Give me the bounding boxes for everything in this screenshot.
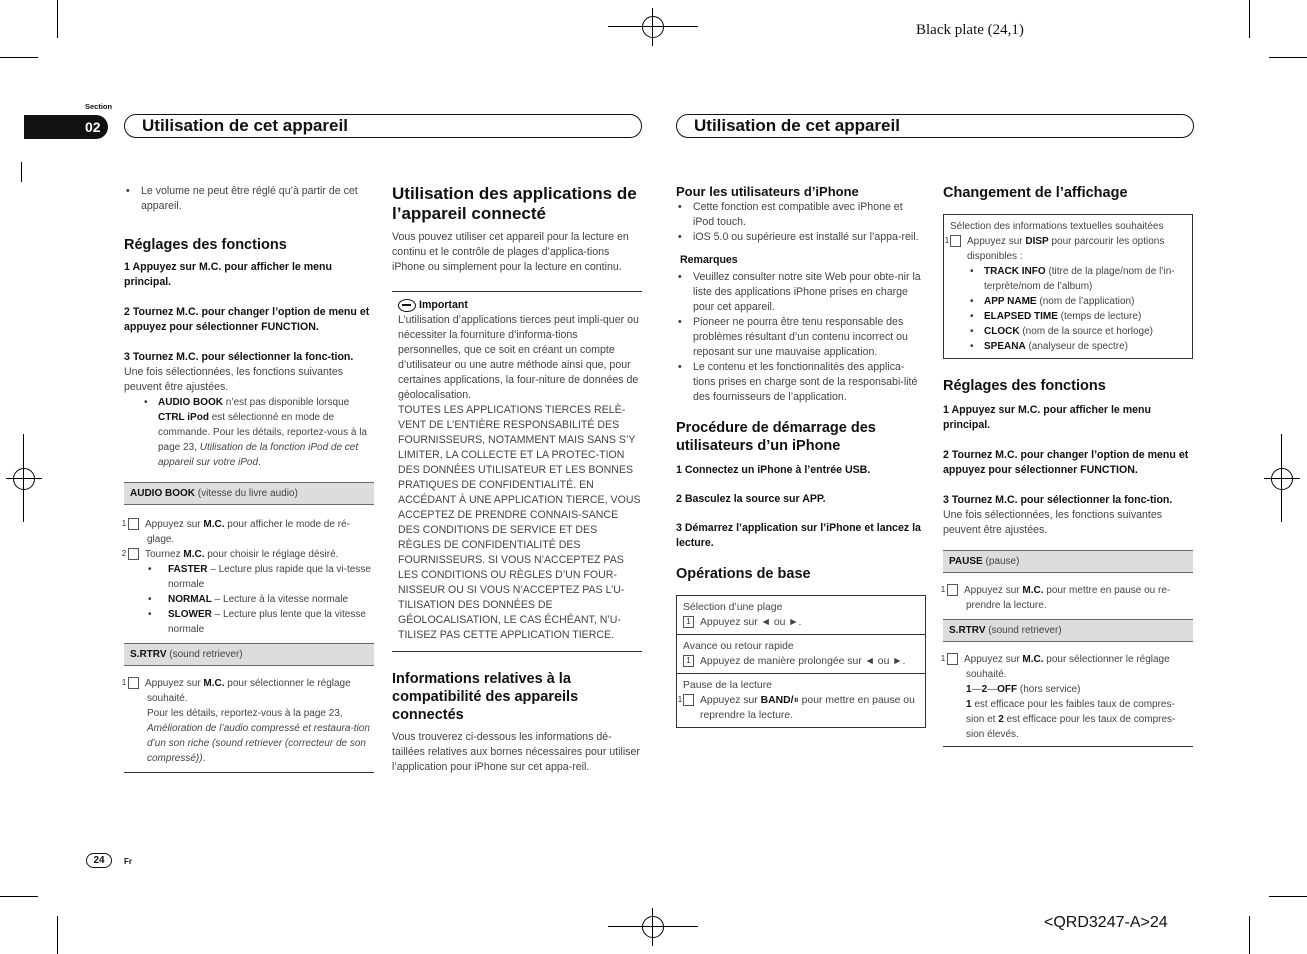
sub-bullet: • AUDIO BOOK n’est pas disponible lorsque CTRL iPod est sélectionné en mode de commande. Pour les détails, reportez-vous à la page 23, Utilisation de la fonction iPod de cet appareil sur votre iPod. xyxy=(124,395,374,470)
section-label: Section xyxy=(85,102,113,111)
bullet-item: • Cette fonction est compatible avec iPhone et iPod touch. xyxy=(676,200,926,230)
compat-text: Vous trouverez ci-dessous les informations dé-taillées relatives aux bornes nécessaires pour utiliser l’application pour iPhone sur cet appa-reil. xyxy=(392,731,640,773)
startup-heading: Procédure de démarrage des utilisateurs d’un iPhone xyxy=(676,420,876,454)
page-number-badge xyxy=(86,853,112,868)
page-header-left: Utilisation de cet appareil xyxy=(124,114,642,138)
crop-mark xyxy=(1269,57,1307,58)
srtrv-values: 1—2—OFF (hors service) xyxy=(966,684,1081,695)
step-3: 3 Tournez M.C. pour sélectionner la fonc-tion. xyxy=(943,494,1173,506)
settings-heading: Réglages des fonctions xyxy=(943,378,1106,394)
ab-step-1: 1 Appuyez sur M.C. pour afficher le mode de ré-glage. xyxy=(121,519,350,545)
step-2: 2 Tournez M.C. pour changer l’option de menu et appuyez pour sélectionner FUNCTION. xyxy=(124,306,370,333)
important-text: L’utilisation d’applications tierces peut impli-quer ou nécessiter la fourniture d’informa-tions personnelles, que ce soit en créant un compte d’utilisateur ou une autre méthode ainsi que, pour certaines applications, la four-niture de données de géolocalisation. xyxy=(398,314,639,401)
setting-band-srtrv: S.RTRV (sound retriever) xyxy=(943,619,1193,642)
important-caps: TOUTES LES APPLICATIONS TIERCES RELÈ-VENT DE L’ENTIÈRE RESPONSABILITÉ DES FOURNISSEURS, NOTAMMENT MAIS SANS S’Y LIMITER, LA COLLECTE ET LA PROTEC-TION DES DONNÉES UTILISATEUR ET LES BONNES PRATIQUES DE CONFIDENTIALITÉ. EN ACCÉDANT À UNE APPLICATION TIERCE, VOUS ACCEPTEZ DE PRENDRE CONNAIS-SANCE DES CONDITIONS DE SERVICE ET DES RÈGLES DE CONFIDENTIALITÉ DES FOURNISSEURS. SI VOUS N’ACCEPTEZ PAS LES CONDITIONS OU RÈGLES D’UN FOUR-NISSEUR OU SI VOUS N’ACCEPTEZ PAS L’U-TILISATION DES DONNÉES DE GÉOLOCALISATION, LE CAS ÉCHÉANT, N’U-TILISEZ PAS CETTE APPLICATION TIERCE. xyxy=(398,404,641,641)
iphone-users-heading: Pour les utilisateurs d’iPhone xyxy=(676,184,859,199)
step-1: 1 Appuyez sur M.C. pour afficher le menu principal. xyxy=(943,404,1151,431)
remark-item: • Pioneer ne pourra être tenu responsable des problèmes résultant d’un contenu incorrect ou reposant sur une mauvaise application. xyxy=(676,315,926,360)
column-1 xyxy=(121,184,374,773)
srtrv-step: 1 Appuyez sur M.C. pour sélectionner le réglage souhaité. xyxy=(121,678,351,704)
op-box-track: Sélection d’une plage 1 Appuyez sur ◄ ou ►. xyxy=(676,595,926,635)
startup-step-2: 2 Basculez la source sur APP. xyxy=(676,493,826,505)
pause-icon: ⏸ xyxy=(793,695,799,706)
step-2: 2 Tournez M.C. pour changer l’option de menu et appuyez pour sélectionner FUNCTION. xyxy=(943,449,1189,476)
srtrv-step: 1 Appuyez sur M.C. pour sélectionner le réglage souhaité. xyxy=(940,654,1170,680)
srtrv-explain: 1 est efficace pour les faibles taux de compres-sion et 2 est efficace pour les taux de compres-sion élevés. xyxy=(966,699,1176,740)
startup-step-3: 3 Démarrez l’application sur l’iPhone et lancez la lecture. xyxy=(676,522,921,549)
bullet-item: • iOS 5.0 ou supérieure est installé sur l’appa-reil. xyxy=(676,230,926,245)
crop-mark xyxy=(1249,0,1250,38)
registration-mark-right xyxy=(1264,434,1300,522)
document-code: <QRD3247-A>24 xyxy=(1044,914,1168,931)
display-option: • ELAPSED TIME (temps de lecture) xyxy=(950,309,1186,324)
registration-mark-bottom xyxy=(608,908,698,946)
remark-item: • Veuillez consulter notre site Web pour obte-nir la liste des applications iPhone prises en charge pour cet appareil. xyxy=(676,270,926,315)
apps-intro: Vous pouvez utiliser cet appareil pour la lecture en continu et le contrôle de plages d’applica-tions iPhone ou simplement pour la lecture en continu. xyxy=(392,231,629,273)
column-4 xyxy=(940,184,1193,747)
option-normal: • NORMAL – Lecture à la vitesse normale xyxy=(128,592,374,607)
page-number: 24 xyxy=(93,855,105,866)
crop-mark xyxy=(1249,916,1250,954)
column-3 xyxy=(676,184,926,728)
startup-step-1: 1 Connectez un iPhone à l’entrée USB. xyxy=(676,464,871,476)
step-3: 3 Tournez M.C. pour sélectionner la fonc-tion. xyxy=(124,351,354,363)
section-heading: Réglages des fonctions xyxy=(124,237,287,253)
step-3-text: Une fois sélectionnées, les fonctions suivantes peuvent être ajustées. xyxy=(124,366,344,393)
page-header-right: Utilisation de cet appareil xyxy=(676,114,1194,138)
important-icon xyxy=(398,299,416,312)
pause-step: 1 Appuyez sur M.C. pour mettre en pause ou re-prendre la lecture. xyxy=(940,585,1171,611)
remarks-heading: Remarques xyxy=(680,254,738,266)
language-code: Fr xyxy=(124,857,132,866)
crop-mark xyxy=(57,0,58,38)
display-option: • APP NAME (nom de l’application) xyxy=(950,294,1186,309)
crop-mark xyxy=(1269,896,1307,897)
setting-band-pause: PAUSE (pause) xyxy=(943,550,1193,573)
crop-mark xyxy=(0,57,38,58)
crop-mark xyxy=(21,162,22,182)
display-option: • SPEANA (analyseur de spectre) xyxy=(950,339,1186,354)
registration-mark-left xyxy=(6,434,42,522)
column-2 xyxy=(392,184,642,775)
option-faster: • FASTER – Lecture plus rapide que la vi-tesse normale xyxy=(128,562,374,592)
step-3-text: Une fois sélectionnées, les fonctions suivantes peuvent être ajustées. xyxy=(943,509,1163,536)
apps-title: Utilisation des applications de l’appareil connecté xyxy=(392,184,637,223)
crop-mark xyxy=(57,916,58,954)
option-slower: • SLOWER – Lecture plus lente que la vitesse normale xyxy=(128,607,374,637)
registration-mark-top xyxy=(608,8,698,46)
plate-label: Black plate (24,1) xyxy=(916,22,1024,38)
section-number: 02 xyxy=(85,119,101,135)
compat-heading: Informations relatives à la compatibilité des appareils connectés xyxy=(392,671,579,723)
setting-band-audio-book: AUDIO BOOK (vitesse du livre audio) xyxy=(124,482,374,505)
basic-ops-heading: Opérations de base xyxy=(676,566,811,582)
display-option: • TRACK INFO (titre de la plage/nom de l’in-terprète/nom de l’album) xyxy=(950,264,1186,294)
step-1: 1 Appuyez sur M.C. pour afficher le menu principal. xyxy=(124,261,332,288)
ab-step-2: 2 Tournez M.C. pour choisir le réglage désiré. xyxy=(121,549,339,560)
op-box-pause: Pause de la lecture 1 Appuyez sur BAND/⏸ pour mettre en pause ou reprendre la lecture. xyxy=(676,674,926,728)
important-heading: Important xyxy=(398,298,642,313)
display-option: • CLOCK (nom de la source et horloge) xyxy=(950,324,1186,339)
crop-mark xyxy=(0,896,38,897)
display-heading: Changement de l’affichage xyxy=(943,185,1128,201)
display-box: Sélection des informations textuelles souhaitées 1 Appuyez sur DISP pour parcourir les options disponibles : • TRACK INFO (titre de la plage/nom de l’in-terprète/nom de l’album) • APP NAME (nom de l’application) • ELAPSED TIME (temps de lecture) • CLOCK (nom de la source et horloge) • SPEANA (analyseur de spectre) xyxy=(943,214,1193,359)
bullet-item: • Le volume ne peut être réglé qu’à partir de cet appareil. xyxy=(124,184,374,214)
srtrv-ref: Pour les détails, reportez-vous à la page 23, Amélioration de l’audio compressé et restaura-tion d’un son riche (sound retriever (correcteur de son compressé)). xyxy=(147,708,370,764)
setting-band-srtrv: S.RTRV (sound retriever) xyxy=(124,643,374,666)
remark-item: • Le contenu et les fonctionnalités des applica-tions prises en charge sont de la responsabi-lité des fournisseurs de l’application. xyxy=(676,360,926,405)
op-box-ff: Avance ou retour rapide 1 Appuyez de manière prolongée sur ◄ ou ►. xyxy=(676,635,926,674)
